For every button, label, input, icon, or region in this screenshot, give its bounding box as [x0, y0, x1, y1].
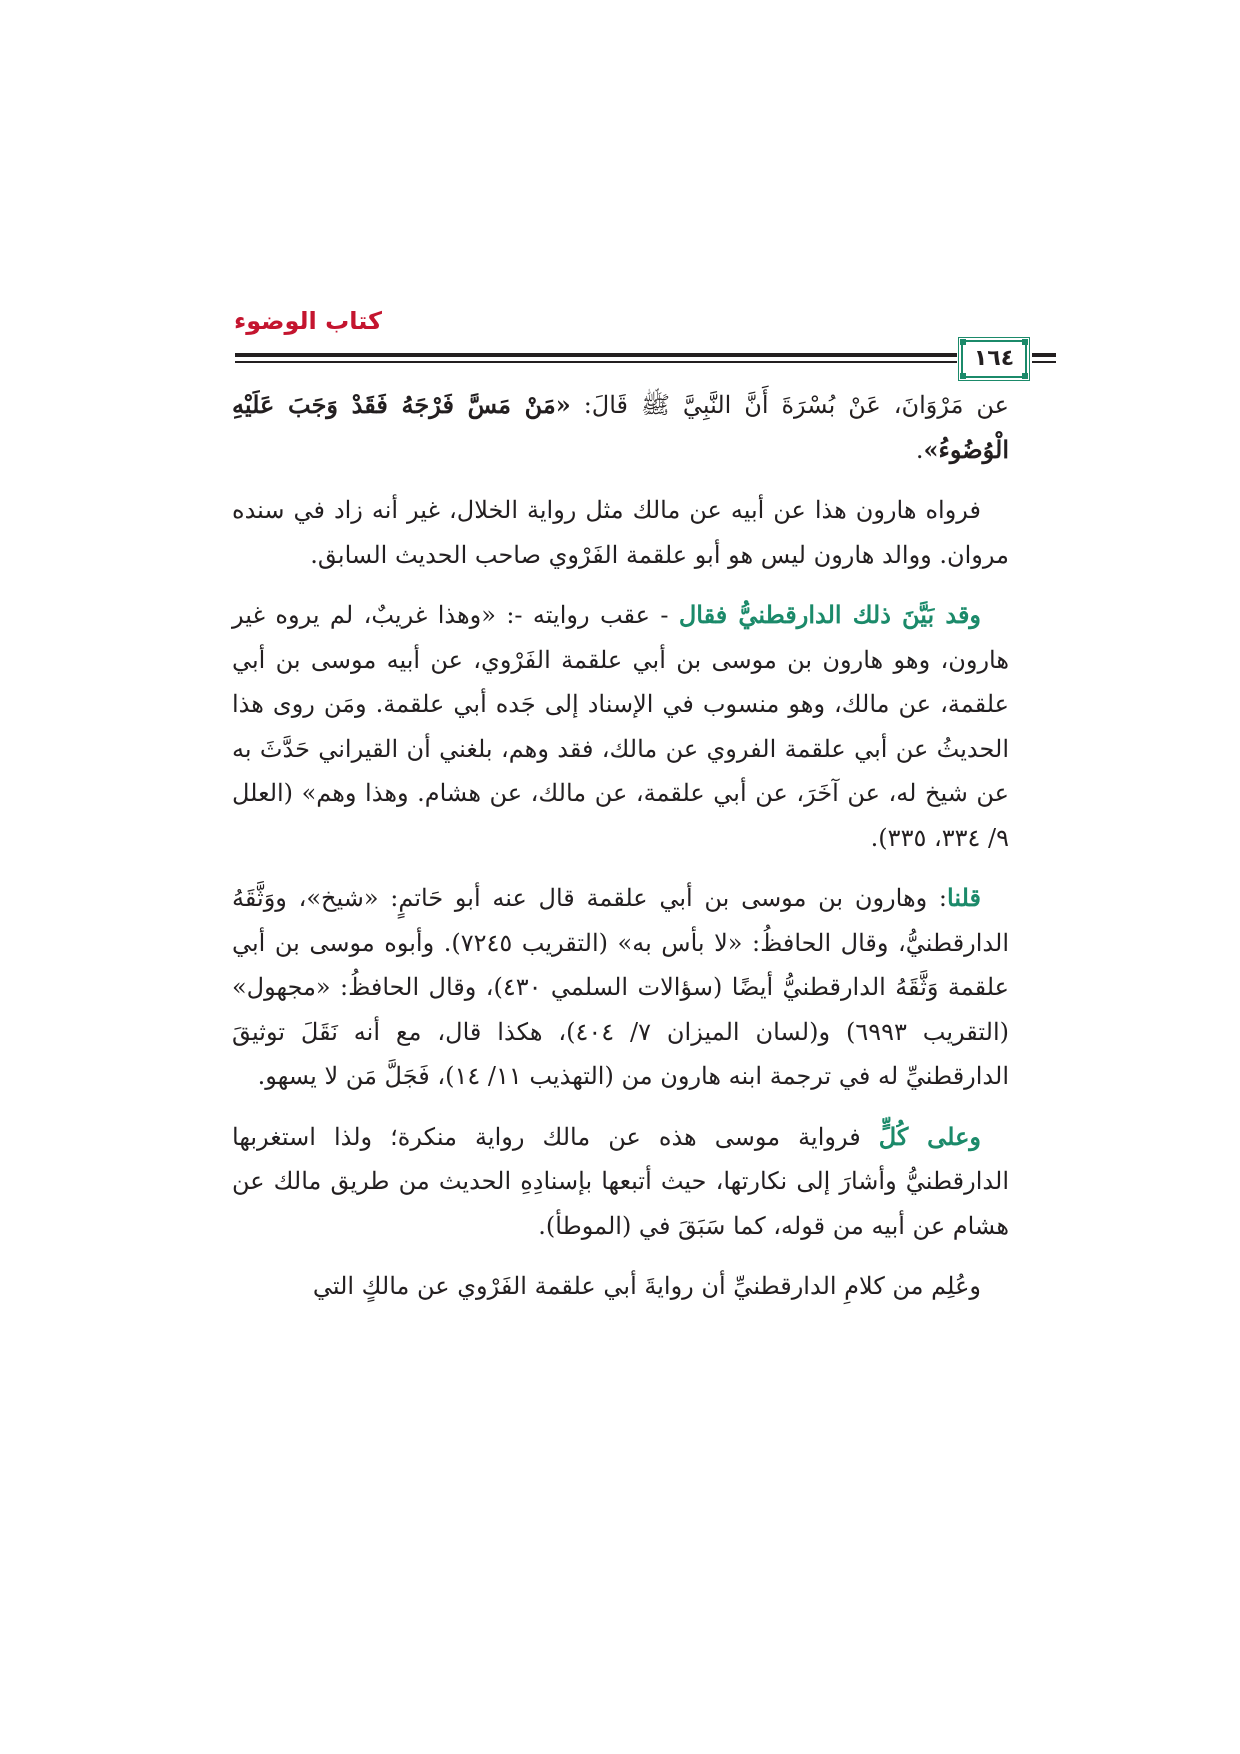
paragraph-lead: وعلى كُلٍّ — [878, 1121, 981, 1151]
hadith-tail: . — [915, 435, 924, 464]
paragraph-text: فرواه هارون هذا عن أبيه عن مالك مثل رواية الخلال، غير أنه زاد في سنده مروان. ووالد هارون ليس هو أبو علقمة الفَرْوي صاحب الحديث السابق. — [232, 496, 1009, 569]
page-number: ١٦٤ — [973, 346, 1015, 371]
page-number-frame — [961, 340, 1027, 378]
body-text — [232, 383, 1009, 1325]
header-rule-top — [235, 353, 957, 357]
header-rule-right-bottom — [1032, 361, 1056, 363]
paragraph — [232, 876, 1009, 1099]
hadith-quote: «مَنْ مَسَّ فَرْجَهُ فَقَدْ وَجَبَ عَلَيْهِ الْوُضُوءُ» — [232, 390, 1009, 464]
header-rule-right-top — [1032, 353, 1056, 357]
paragraph-hadith — [232, 383, 1009, 472]
paragraph — [232, 593, 1009, 860]
paragraph — [232, 1264, 1009, 1309]
running-title: كتاب الوضوء — [233, 307, 382, 335]
paragraph — [232, 488, 1009, 577]
paragraph-lead: قلنا — [947, 883, 981, 912]
paragraph-text: فرواية موسى هذه عن مالك رواية منكرة؛ ولذا استغربها الدارقطنيُّ وأشارَ إلى نكارتها، حيث أتبعها بإسنادِهِ الحديث من طريق مالك عن هشام عن أبيه من قوله، كما سَبَقَ في (الموطأ). — [232, 1122, 1009, 1240]
paragraph-lead: وقد بَيَّنَ ذلك الدارقطنيُّ فقال — [678, 600, 982, 629]
paragraph-text: : وهارون بن موسى بن أبي علقمة قال عنه أبو حَاتمٍ: «شيخ»، ووَثَّقَهُ الدارقطنيُّ، وقال الحافظُ: «لا بأس به» (التقريب ٧٢٤٥). وأبوه موسى بن أبي علقمة وَثَّقَهُ الدارقطنيُّ أيضًا (سؤالات السلمي ٤٣٠)، وقال الحافظُ: «مجهول» (التقريب ٦٩٩٣) و(لسان الميزان ٧/ ٤٠٤)، هكذا قال، مع أنه نَقَلَ توثيقَ الدارقطنيِّ له في ترجمة ابنه هارون من (التهذيب ١١/ ١٤)، فَجَلَّ مَن لا يسهو. — [232, 884, 1010, 1090]
paragraph — [232, 1115, 1009, 1249]
hadith-chain: عن مَرْوَانَ، عَنْ بُسْرَةَ أَنَّ النَّبِيَّ ﷺ قَالَ: — [570, 391, 1010, 419]
paragraph-text: وعُلِم من كلامِ الدارقطنيِّ أن روايةَ أبي علقمة الفَرْوي عن مالكٍ التي — [312, 1272, 981, 1300]
paragraph-text: - عقب روايته -: «وهذا غريبٌ، لم يروه غير هارون، وهو هارون بن موسى بن أبي علقمة الفَرْوي، عن أبيه موسى بن أبي علقمة، عن مالك، وهو منسوب في الإسناد إلى جَده أبي علقمة. ومَن روى هذا الحديثُ عن أبي علقمة الفروي عن مالك، فقد وهم، بلغني أن القيراني حَدَّثَ به عن شيخ له، عن آخَرَ، عن أبي علقمة، عن مالك، عن هشام. وهذا وهم» (العلل ٩/ ٣٣٤، ٣٣٥). — [232, 601, 1009, 852]
header-rule-bottom — [235, 361, 957, 363]
